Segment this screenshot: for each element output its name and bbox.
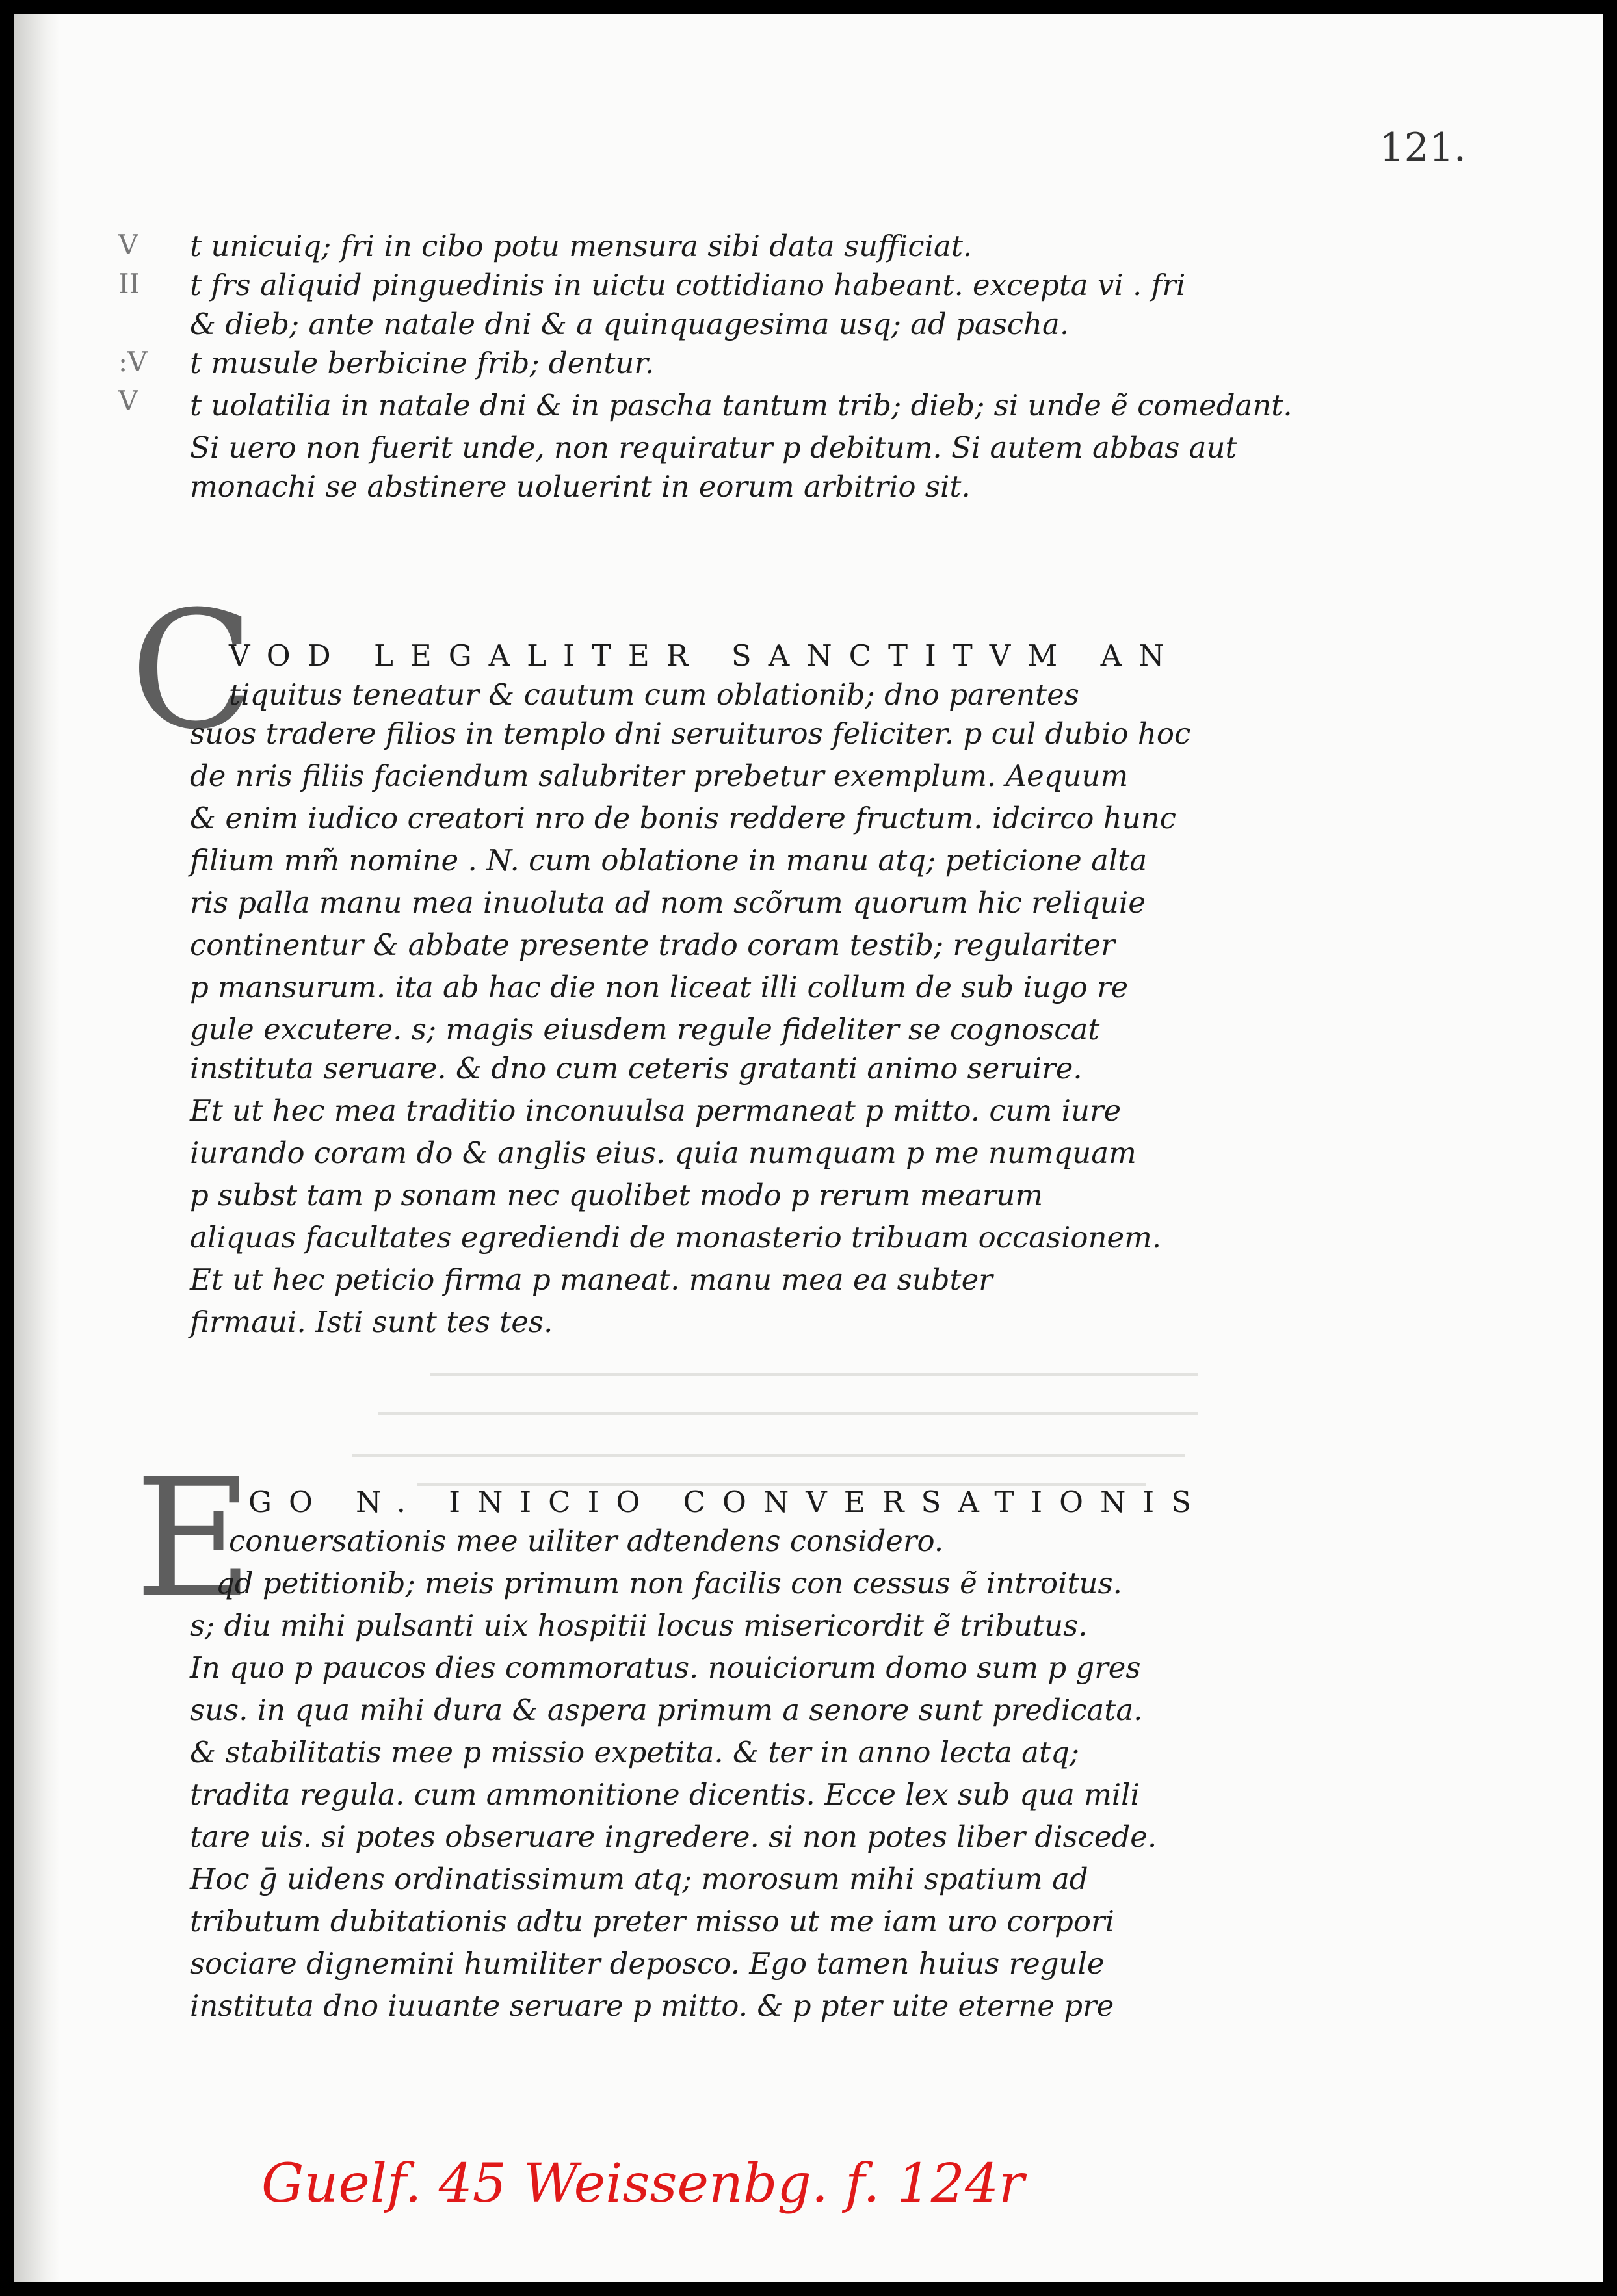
- text-line: monachi se abstinere uoluerint in eorum arbitrio sit.: [190, 469, 971, 504]
- text-line: t musule berbicine frib; dentur.: [190, 346, 655, 380]
- rubric-heading: GO N. INICIO CONVERSATIONIS: [248, 1485, 1209, 1519]
- bleed-through: [352, 1454, 1185, 1457]
- text-line: sociare dignemini humiliter deposco. Ego tamen huius regule: [190, 1946, 1105, 1981]
- text-line: iurando coram do & anglis eius. quia numquam p me numquam: [190, 1136, 1137, 1170]
- bleed-through: [378, 1412, 1198, 1415]
- folio-number: 121.: [1379, 125, 1466, 170]
- text-line: instituta dno iuuante seruare p mitto. & p pter uite eterne pre: [190, 1989, 1114, 2023]
- text-line: continentur & abbate presente trado coram testib; regulariter: [190, 928, 1115, 962]
- text-line: Hoc ḡ uidens ordinatissimum atq; morosum mihi spatium ad: [190, 1862, 1088, 1896]
- text-line: & dieb; ante natale dni & a quinquagesima usq; ad pascha.: [190, 307, 1070, 341]
- text-line: suos tradere filios in templo dni seruituros feliciter. p cul dubio hoc: [190, 716, 1191, 751]
- text-line: firmaui. Isti sunt tes tes.: [190, 1305, 553, 1339]
- text-line: sus. in qua mihi dura & aspera primum a senore sunt predicata.: [190, 1693, 1143, 1727]
- text-line: tributum dubitationis adtu preter misso ut me iam uro corpori: [190, 1904, 1114, 1938]
- text-line: de nris filiis faciendum salubriter prebetur exemplum. Aequum: [190, 759, 1129, 793]
- margin-mark: V: [118, 385, 138, 417]
- text-line: gule excutere. s; magis eiusdem regule fideliter se cognoscat: [190, 1012, 1100, 1047]
- shelfmark-annotation: Guelf. 45 Weissenbg. f. 124r: [261, 2153, 1025, 2215]
- text-line: Et ut hec peticio firma p maneat. manu mea ea subter: [190, 1262, 993, 1297]
- decorated-initial-c: C: [130, 576, 255, 765]
- text-line: t unicuiq; fri in cibo potu mensura sibi data sufficiat.: [190, 229, 973, 263]
- text-line: In quo p paucos dies commoratus. nouiciorum domo sum p gres: [190, 1650, 1141, 1685]
- text-line: Et ut hec mea traditio inconuulsa permaneat p mitto. cum iure: [190, 1093, 1122, 1128]
- text-line: t uolatilia in natale dni & in pascha tantum trib; dieb; si unde ẽ comedant.: [190, 388, 1293, 423]
- text-line: tare uis. si potes obseruare ingredere. si non potes liber discede.: [190, 1820, 1157, 1854]
- text-line: conuersationis mee uiliter adtendens considero.: [229, 1524, 944, 1558]
- decorated-initial-e: E: [135, 1444, 254, 1633]
- text-line: t frs aliquid pinguedinis in uictu cottidiano habeant. excepta vi . fri: [190, 268, 1186, 302]
- margin-mark: II: [118, 268, 140, 300]
- margin-mark: :V: [118, 346, 148, 378]
- manuscript-page: [14, 14, 1603, 2282]
- text-line: p mansurum. ita ab hac die non liceat illi collum de sub iugo re: [190, 970, 1129, 1004]
- text-line: p subst tam p sonam nec quolibet modo p rerum mearum: [190, 1178, 1044, 1212]
- text-line: s; diu mihi pulsanti uix hospitii locus misericordit ẽ tributus.: [190, 1608, 1088, 1643]
- rubric-heading: VOD LEGALITER SANCTITVM AN: [229, 638, 1181, 673]
- text-line: filium mm̃ nomine . N. cum oblatione in manu atq; peticione alta: [190, 843, 1148, 878]
- text-line: ris palla manu mea inuoluta ad nom scõrum quorum hic reliquie: [190, 885, 1146, 920]
- text-line: aliquas facultates egrediendi de monasterio tribuam occasionem.: [190, 1220, 1162, 1255]
- text-line: qd petitionib; meis primum non facilis con cessus ẽ introitus.: [216, 1566, 1122, 1600]
- text-line: Si uero non fuerit unde, non requiratur p debitum. Si autem abbas aut: [190, 430, 1237, 465]
- text-line: & enim iudico creatori nro de bonis reddere fructum. idcirco hunc: [190, 801, 1176, 835]
- text-line: instituta seruare. & dno cum ceteris gratanti animo seruire.: [190, 1051, 1083, 1086]
- text-line: tiquitus teneatur & cautum cum oblationib; dno parentes: [229, 677, 1079, 712]
- page-gutter-shadow: [14, 14, 60, 2282]
- bleed-through: [430, 1373, 1198, 1376]
- text-line: tradita regula. cum ammonitione dicentis. Ecce lex sub qua mili: [190, 1777, 1140, 1812]
- margin-mark: V: [118, 229, 138, 261]
- text-line: & stabilitatis mee p missio expetita. & ter in anno lecta atq;: [190, 1735, 1080, 1769]
